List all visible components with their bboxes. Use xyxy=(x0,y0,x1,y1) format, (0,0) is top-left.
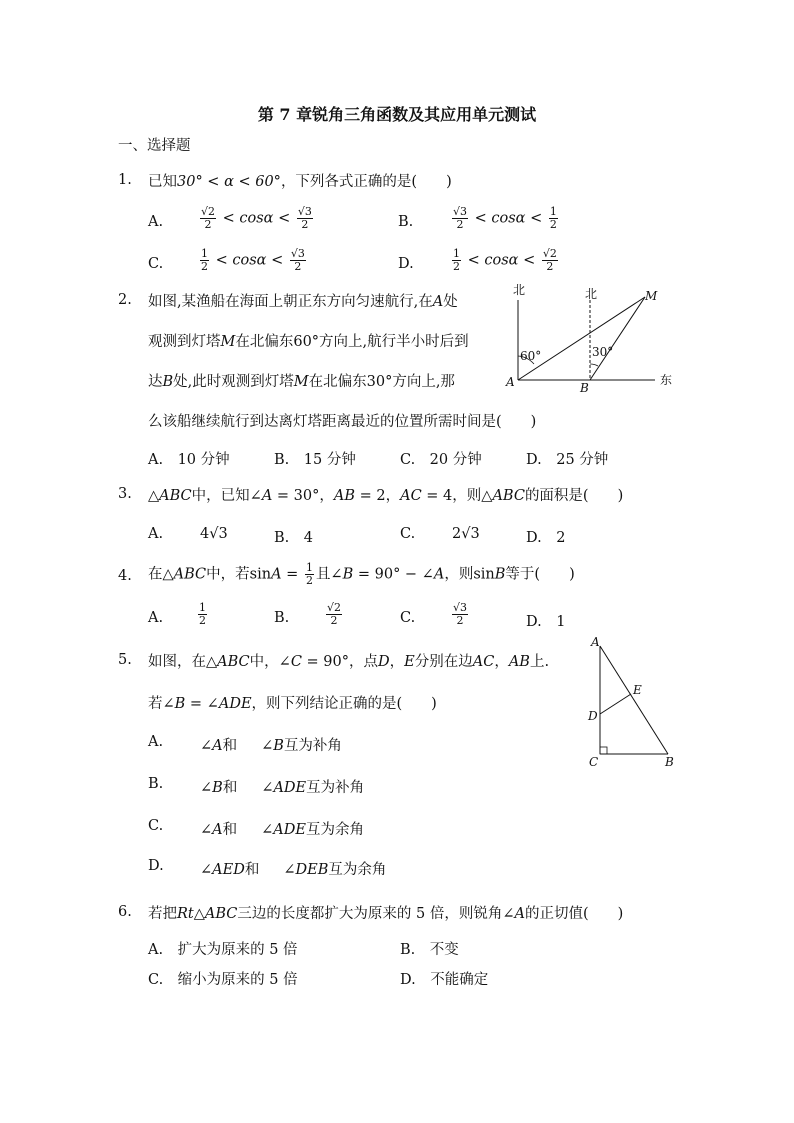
q5-option-b xyxy=(200,776,364,797)
q4-ang-a2: A xyxy=(433,566,445,583)
q5-d-2: 和 xyxy=(244,862,260,878)
q4-c-num: √3 xyxy=(453,601,468,614)
q2-line3-m: M xyxy=(293,374,309,390)
q5-b-2: 和 xyxy=(222,780,238,796)
q1-stem-cond: 30° < α < 60° xyxy=(177,174,281,190)
q1-d-frac1-num: 1 xyxy=(453,247,460,260)
q4-c-den: 2 xyxy=(456,614,464,627)
q5-side-ab xyxy=(600,646,668,754)
q4-ang-a: A xyxy=(271,566,282,583)
q4-ang-b2: B xyxy=(494,566,506,583)
q1-a-frac1-den: 2 xyxy=(204,218,212,231)
q3-tri: ABC xyxy=(159,488,192,504)
q2-number: 2. xyxy=(118,292,132,308)
q4-number: 4. xyxy=(118,568,132,584)
q3-ang-a: A xyxy=(261,488,273,504)
q2-line3-b: B xyxy=(162,374,174,390)
q3-option-c: 2√3 xyxy=(452,526,480,542)
q2-figure xyxy=(500,280,690,395)
q5-line1-cond: = 90°，点 xyxy=(301,654,378,670)
page-title: 第 7 章锐角三角函数及其应用单元测试 xyxy=(257,105,537,124)
q1-b-lt1: < xyxy=(474,210,487,227)
q4-c-frac xyxy=(452,602,468,627)
q4-half xyxy=(305,562,314,587)
q1-d-frac2 xyxy=(542,248,558,273)
q1-c-frac1-num: 1 xyxy=(201,247,208,260)
q5-number: 5. xyxy=(118,652,132,668)
q3-ac: AC xyxy=(400,488,422,504)
q4-stem-pre: 在△ xyxy=(148,566,174,583)
q5-ang-c: C xyxy=(290,654,302,670)
q1-c-frac2-num: √3 xyxy=(290,247,305,260)
q5-option-a-label: A. xyxy=(148,734,164,750)
q3-stem-post: 的面积是( ) xyxy=(524,488,624,504)
section-heading: 一、选择题 xyxy=(118,138,191,154)
q2-fig-east: 东 xyxy=(660,373,673,387)
q5-line1 xyxy=(148,650,549,671)
q5-fig-c: C xyxy=(589,755,599,769)
q6-stem-post: 的正切值( ) xyxy=(524,906,624,922)
q2-line1 xyxy=(148,290,458,311)
q5-c-4: 互为余角 xyxy=(305,822,364,838)
q5-fig-e: E xyxy=(633,683,642,697)
q6-option-c: C. 缩小为原来的 5 倍 xyxy=(148,972,298,988)
q6-tri: ABC xyxy=(204,906,238,922)
q4-a-den: 2 xyxy=(199,614,206,627)
q5-ab: AB xyxy=(508,654,530,670)
q5-c-2: 和 xyxy=(222,822,238,838)
q5-d-3: ∠DEB xyxy=(283,862,329,878)
q3-stem-mid: 中，已知∠ xyxy=(191,488,262,504)
q1-b-frac2-num: 1 xyxy=(549,205,557,218)
q3-tri-sym: △ xyxy=(148,488,160,504)
q5-line2-pre: 若∠ xyxy=(148,696,175,712)
q2-line3-mid: 处,此时观测到灯塔 xyxy=(173,374,294,390)
q5-a-4: 互为补角 xyxy=(283,738,342,754)
q3-option-a-label: A. xyxy=(148,526,164,542)
q1-stem-pre: 已知 xyxy=(148,174,177,190)
q1-d-frac1 xyxy=(452,248,461,273)
q5-b-4: 互为补角 xyxy=(306,780,365,796)
q4-half-num: 1 xyxy=(305,561,313,574)
q5-b-1: ∠B xyxy=(200,780,223,796)
q2-line1-end: 处 xyxy=(443,294,458,310)
q2-line2-pre: 观测到灯塔 xyxy=(148,334,221,350)
q2-angle-arc-b xyxy=(590,364,598,366)
q1-c-lt1: < xyxy=(215,252,228,269)
q5-line1-pre: 如图，在△ xyxy=(148,654,218,670)
q1-b-frac1-den: 2 xyxy=(456,218,464,231)
q5-fig-a: A xyxy=(591,635,600,649)
q3-option-a: 4√3 xyxy=(200,526,228,542)
q1-d-lt2: < xyxy=(523,252,536,269)
q6-rt: Rt xyxy=(177,906,194,922)
q5-c-1: ∠A xyxy=(200,822,223,838)
q1-number: 1. xyxy=(118,172,132,188)
q1-a-lt1: < xyxy=(222,210,235,227)
q5-a-3: ∠B xyxy=(261,738,284,754)
q4-option-b-label: B. xyxy=(274,610,290,626)
q2-line3-pre: 达 xyxy=(148,374,163,390)
q1-c-cos: cosα xyxy=(232,252,267,269)
q5-right-angle-mark xyxy=(600,747,607,754)
q4-option-a-label: A. xyxy=(148,610,164,626)
q2-fig-angle2: 30° xyxy=(592,345,614,359)
q4-half-den: 2 xyxy=(305,574,313,587)
q4-cond2: = 90° − ∠ xyxy=(353,566,434,583)
q1-d-frac2-num: √2 xyxy=(542,247,557,260)
q2-option-b: B. 15 分钟 xyxy=(274,452,356,468)
q5-segment-de xyxy=(600,694,631,714)
q2-fig-north1: 北 xyxy=(513,283,526,297)
q3-stem xyxy=(148,484,623,505)
q4-stem xyxy=(148,562,575,587)
q1-c-frac1 xyxy=(200,248,209,273)
q1-option-b xyxy=(450,206,560,231)
q4-option-a xyxy=(196,602,209,627)
q1-d-lt1: < xyxy=(467,252,480,269)
q4-option-b xyxy=(324,602,344,627)
q4-a-num: 1 xyxy=(199,601,206,614)
q3-option-b: B. 4 xyxy=(274,530,313,546)
q1-d-cos: cosα xyxy=(484,252,519,269)
q1-a-frac2-num: √3 xyxy=(297,205,312,218)
q4-option-c xyxy=(450,602,470,627)
q5-figure xyxy=(580,630,690,775)
q2-line-bm xyxy=(590,297,645,380)
q1-b-frac1-num: √3 xyxy=(453,205,468,218)
q3-cond2: = 2， xyxy=(355,488,401,504)
q4-option-c-label: C. xyxy=(400,610,416,626)
q5-ac: AC xyxy=(472,654,495,670)
q6-number: 6. xyxy=(118,904,132,920)
q1-d-frac2-den: 2 xyxy=(546,260,554,273)
q2-line2-m: M xyxy=(220,334,236,350)
q1-option-b-label: B. xyxy=(398,214,414,230)
q5-line1-mid: 中，∠ xyxy=(249,654,291,670)
q5-option-d xyxy=(200,858,386,879)
q5-option-b-label: B. xyxy=(148,776,164,792)
q5-fig-b: B xyxy=(665,755,674,769)
q4-tri: ABC xyxy=(173,566,207,583)
q1-stem-post: ，下列各式正确的是( ) xyxy=(280,174,452,190)
q1-d-frac1-den: 2 xyxy=(453,260,460,273)
q5-line2-post: ，则下列结论正确的是( ) xyxy=(251,696,437,712)
q6-option-b: B. 不变 xyxy=(400,942,459,958)
q2-fig-a: A xyxy=(506,375,515,389)
q2-option-c: C. 20 分钟 xyxy=(400,452,482,468)
q5-fig-d: D xyxy=(588,709,598,723)
q5-line2-eq: = ∠ xyxy=(185,696,219,712)
q1-option-a-label: A. xyxy=(148,214,164,230)
q1-b-frac1 xyxy=(452,206,468,231)
q5-a-1: ∠A xyxy=(200,738,223,754)
q3-cond3: = 4，则△ xyxy=(421,488,493,504)
q1-stem xyxy=(148,170,452,191)
q1-a-frac2 xyxy=(297,206,313,231)
q5-a-2: 和 xyxy=(222,738,238,754)
q5-option-d-label: D. xyxy=(148,858,164,874)
q5-d-4: 互为余角 xyxy=(328,862,387,878)
q1-a-frac1 xyxy=(200,206,216,231)
q2-option-a: A. 10 分钟 xyxy=(148,452,230,468)
q6-stem xyxy=(148,902,623,923)
q1-c-lt2: < xyxy=(271,252,284,269)
q2-fig-north2: 北 xyxy=(585,287,598,301)
q1-b-frac2 xyxy=(549,206,558,231)
q5-option-c-label: C. xyxy=(148,818,164,834)
q3-number: 3. xyxy=(118,486,132,502)
q2-fig-b: B xyxy=(580,381,589,395)
q6-option-a: A. 扩大为原来的 5 倍 xyxy=(148,942,298,958)
q3-cond1: = 30°， xyxy=(272,488,334,504)
q1-option-c xyxy=(198,248,308,273)
q3-option-c-label: C. xyxy=(400,526,416,542)
q3-tri2: ABC xyxy=(492,488,525,504)
q6-option-d: D. 不能确定 xyxy=(400,972,489,988)
q5-option-a xyxy=(200,734,342,755)
q4-eq: = xyxy=(281,566,303,583)
q4-cond3: ，则sin xyxy=(444,566,495,583)
q5-e: E xyxy=(404,654,415,670)
q5-d: D xyxy=(378,654,390,670)
q1-b-cos: cosα xyxy=(491,210,526,227)
q6-tri-sym: △ xyxy=(193,906,205,922)
q4-b-num: √2 xyxy=(327,601,342,614)
q5-comma2: ， xyxy=(494,654,509,670)
q5-c-3: ∠ADE xyxy=(261,822,306,838)
q5-tri: ABC xyxy=(217,654,250,670)
q4-a-frac xyxy=(198,602,207,627)
q2-option-d: D. 25 分钟 xyxy=(526,452,609,468)
q5-line2 xyxy=(148,692,437,713)
q1-a-frac2-den: 2 xyxy=(301,218,309,231)
q2-line3 xyxy=(148,370,455,391)
q1-b-frac2-den: 2 xyxy=(549,218,557,231)
q1-a-frac1-num: √2 xyxy=(201,205,216,218)
q4-ang-b: B xyxy=(342,566,354,583)
q2-line1-a: A xyxy=(432,294,444,310)
q2-line1-text: 如图,某渔船在海面上朝正东方向匀速航行,在 xyxy=(148,294,433,310)
q3-option-d: D. 2 xyxy=(526,530,566,546)
q6-stem-pre: 若把 xyxy=(148,906,177,922)
q1-option-c-label: C. xyxy=(148,256,164,272)
q1-option-d-label: D. xyxy=(398,256,414,272)
q4-stem-post: 等于( ) xyxy=(505,566,575,583)
q1-c-frac2-den: 2 xyxy=(294,260,302,273)
q2-line-am xyxy=(518,297,645,380)
q1-a-cos: cosα xyxy=(239,210,274,227)
q4-b-frac xyxy=(326,602,342,627)
q4-b-den: 2 xyxy=(330,614,338,627)
q3-ab: AB xyxy=(333,488,356,504)
q6-stem-mid: 三边的长度都扩大为原来的 5 倍，则锐角∠ xyxy=(237,906,515,922)
q1-option-d xyxy=(450,248,560,273)
q5-ade: ADE xyxy=(218,696,252,712)
q5-option-c xyxy=(200,818,364,839)
q2-line4: 么该船继续航行到达离灯塔距离最近的位置所需时间是( ) xyxy=(148,414,537,430)
q5-b-3: ∠ADE xyxy=(261,780,307,796)
q2-line3-post: 在北偏东30°方向上,那 xyxy=(308,374,455,390)
q1-a-lt2: < xyxy=(278,210,291,227)
q5-b: B xyxy=(174,696,186,712)
q1-option-a xyxy=(198,206,315,231)
q4-cond: 且∠ xyxy=(315,566,343,583)
q4-stem-mid: 中，若sin xyxy=(206,566,272,583)
q1-c-frac1-den: 2 xyxy=(201,260,208,273)
q1-c-frac2 xyxy=(290,248,306,273)
q2-line2 xyxy=(148,330,469,351)
q1-b-lt2: < xyxy=(530,210,543,227)
q6-ang-a: A xyxy=(514,906,525,922)
q2-fig-m: M xyxy=(645,289,658,303)
q4-option-d: D. 1 xyxy=(526,614,566,630)
q5-d-1: ∠AED xyxy=(200,862,245,878)
q2-fig-angle1: 60° xyxy=(520,349,542,363)
q5-comma: ， xyxy=(389,654,405,670)
q5-line1-end: 上. xyxy=(529,654,550,670)
q2-line2-post: 在北偏东60°方向上,航行半小时后到 xyxy=(235,334,469,350)
q5-line1-mid2: 分别在边 xyxy=(414,654,473,670)
